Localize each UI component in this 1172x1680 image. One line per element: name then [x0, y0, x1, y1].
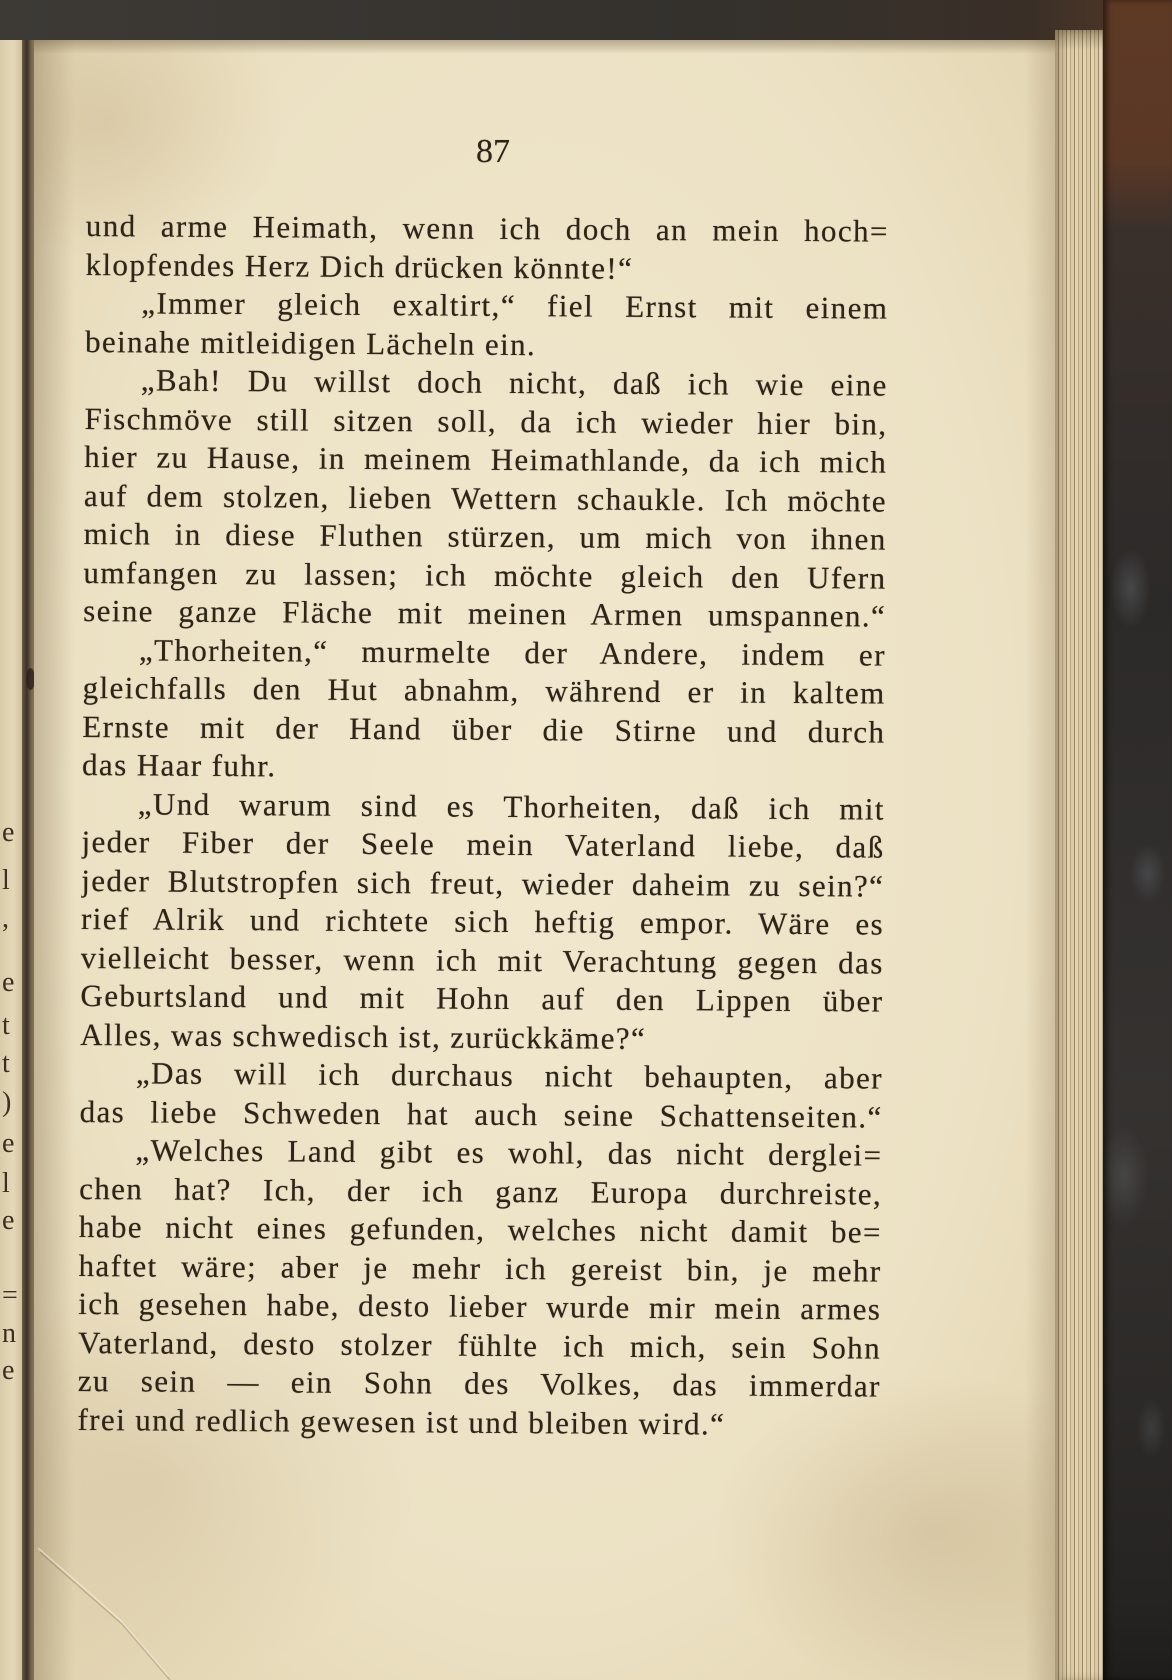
text-line: jeder Fiber der Seele mein Vaterland liebe, daß: [81, 823, 885, 865]
text-line: seine ganze Fläche mit meinen Armen umspannen.“: [83, 592, 887, 634]
text-line: auf dem stolzen, lieben Wettern schaukle. Ich möchte: [83, 477, 888, 519]
facing-page-letter-fragment: e: [2, 817, 15, 848]
facing-page-letter-fragment: ,: [2, 903, 9, 934]
text-line: „Das will ich durchaus nicht behaupten, aber: [135, 1055, 884, 1096]
text-line: zu sein — ein Sohn des Volkes, das immerdar: [77, 1362, 881, 1404]
text-line: ich gesehen habe, desto lieber wurde mir mein armes: [78, 1285, 882, 1327]
text-line: chen hat? Ich, der ich ganz Europa durchreiste,: [79, 1170, 883, 1212]
text-line: das liebe Schweden hat auch seine Schattenseiten.“: [79, 1093, 883, 1135]
book-cover-right-edge: [1103, 0, 1172, 1680]
facing-page-edge: [0, 40, 24, 1680]
text-line: das Haar fuhr.: [81, 746, 277, 784]
text-line: Fischmöve still sitzen soll, da ich wieder hier bin,: [84, 400, 888, 442]
text-line: gleichfalls den Hut abnahm, während er in kaltem: [82, 669, 886, 711]
text-line: jeder Blutstropfen sich freut, wieder daheim zu sein?“: [81, 862, 885, 904]
text-line: umfangen zu lassen; ich möchte gleich den Ufern: [83, 554, 887, 596]
facing-page-letter-fragment: l: [2, 865, 10, 896]
page-number: 87: [476, 133, 510, 170]
text-line: frei und redlich gewesen ist und bleiben wird.“: [77, 1401, 726, 1441]
text-line: „Welches Land gibt es wohl, das nicht derglei=: [135, 1132, 883, 1173]
text-line: klopfendes Herz Dich drücken könnte!“: [85, 246, 634, 286]
text-line: „Immer gleich exaltirt,“ fiel Ernst mit einem: [141, 285, 889, 326]
facing-page-letter-fragment: l: [2, 1168, 10, 1199]
text-line: haftet wäre; aber je mehr ich gereist bin, je mehr: [78, 1247, 882, 1289]
text-line: „Und warum sind es Thorheiten, daß ich mit: [137, 785, 885, 827]
text-line: „Thorheiten,“ murmelte der Andere, indem er: [138, 631, 887, 673]
facing-page-letter-fragment: e: [2, 1205, 15, 1236]
facing-page-letter-fragment: n: [2, 1318, 16, 1349]
text-line: Vaterland, desto stolzer fühlte ich mich, sein Sohn: [77, 1324, 882, 1366]
page-stack-edge: [1055, 30, 1103, 1680]
facing-page-letter-fragment: e: [2, 1128, 15, 1159]
text-line: beinahe mitleidigen Lächeln ein.: [84, 323, 537, 362]
text-line: Ernste mit der Hand über die Stirne und durch: [82, 708, 886, 750]
text-line: und arme Heimath, wenn ich doch an mein hoch=: [85, 207, 889, 249]
facing-page-letter-fragment: e: [2, 1355, 15, 1386]
text-line: hier zu Hause, in meinem Heimathlande, da ich mich: [84, 438, 888, 480]
facing-page-letter-fragment: t: [2, 1048, 10, 1079]
facing-page-letter-fragment: ): [2, 1087, 12, 1118]
page-text: [77, 207, 889, 1445]
facing-page-letter-fragment: e: [2, 967, 15, 998]
text-line: vielleicht besser, wenn ich mit Verachtung gegen das: [80, 939, 884, 981]
text-line: „Bah! Du willst doch nicht, daß ich wie eine: [140, 362, 888, 403]
book-page: [34, 40, 1055, 1680]
facing-page-letter-fragment: t: [2, 1010, 10, 1041]
text-line: mich in diese Fluthen stürzen, um mich von ihnen: [83, 515, 887, 557]
text-line: Alles, was schwedisch ist, zurückkäme?“: [80, 1016, 647, 1056]
facing-page-letter-fragment: =: [2, 1280, 18, 1311]
text-line: rief Alrik und richtete sich heftig empor. Wäre es: [80, 900, 885, 942]
text-line: Geburtsland und mit Hohn auf den Lippen über: [80, 977, 884, 1019]
text-line: habe nicht eines gefunden, welches nicht damit be=: [78, 1208, 882, 1250]
